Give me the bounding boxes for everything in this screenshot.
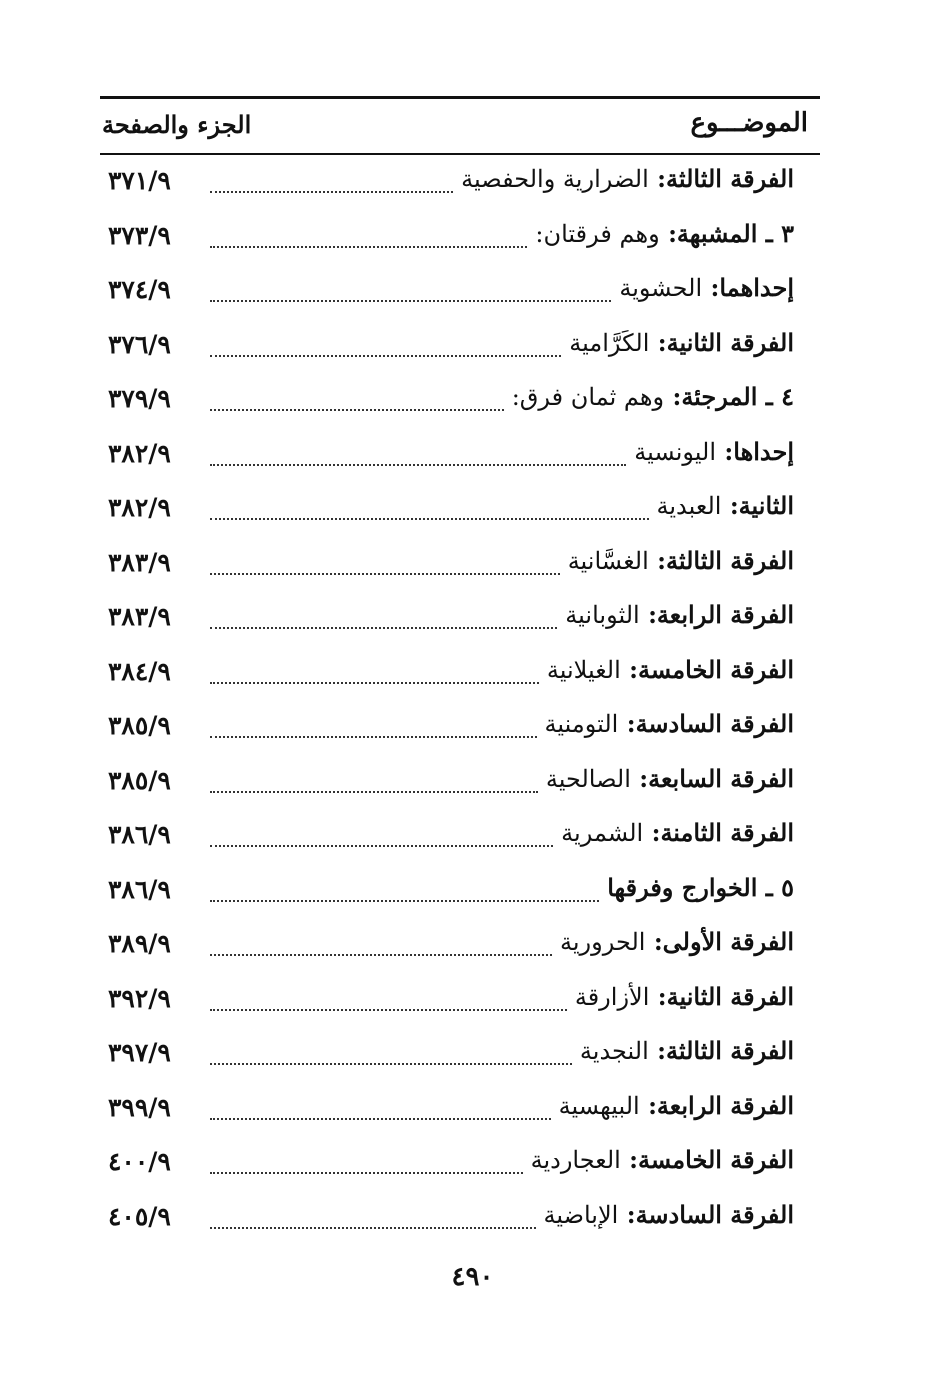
entry-subtitle: النجدية [579, 1037, 649, 1065]
entry-heading: الفرقة الثالثة: [657, 1036, 794, 1065]
entry-subtitle: الشمرية [561, 819, 644, 847]
contents-entry [100, 1087, 820, 1135]
entry-title [568, 546, 794, 575]
entry-volume-page: ٣٨٩/٩ [108, 929, 171, 958]
entry-title [545, 709, 794, 738]
entry-title [544, 1200, 795, 1229]
dot-leader [210, 409, 504, 411]
entry-volume-page: ٣٩٢/٩ [108, 983, 171, 1013]
entry-volume-page: ٣٧١/٩ [108, 166, 171, 195]
contents-entry [100, 596, 820, 644]
contents-entry [100, 487, 820, 535]
volume-page-column-heading: الجزء والصفحة [102, 110, 252, 139]
entry-volume-page: ٣٨٢/٩ [108, 493, 171, 522]
entry-heading: إحداهما: [710, 273, 794, 302]
dot-leader [210, 845, 553, 847]
entry-volume-page: ٣٨٣/٩ [108, 547, 171, 577]
entry-heading: الفرقة الرابعة: [648, 600, 794, 629]
entry-title [561, 818, 794, 847]
dot-leader [210, 791, 538, 793]
dot-leader [210, 464, 626, 466]
entry-title [657, 491, 795, 520]
dot-leader [210, 682, 539, 684]
entry-title [575, 982, 794, 1011]
entry-heading: ٤ ـ المرجئة: [672, 382, 794, 411]
entry-volume-page: ٣٨٥/٩ [108, 711, 171, 740]
entry-title [535, 219, 794, 248]
entry-subtitle: التومنية [544, 710, 619, 738]
entry-volume-page: ٣٨٦/٩ [108, 874, 171, 904]
dot-leader [210, 1172, 523, 1174]
entry-volume-page: ٣٧٩/٩ [108, 384, 171, 413]
entry-title [559, 1091, 794, 1120]
entry-title [580, 1036, 794, 1065]
contents-entry [100, 651, 820, 699]
contents-entry [100, 433, 820, 481]
entry-volume-page: ٣٧٦/٩ [108, 329, 171, 359]
entry-title [560, 927, 794, 956]
dot-leader [210, 900, 599, 902]
dot-leader [210, 573, 560, 575]
contents-entry [100, 814, 820, 862]
entry-volume-page: ٣٩٩/٩ [108, 1092, 171, 1122]
entry-volume-page: ٣٧٤/٩ [108, 275, 171, 304]
entry-subtitle: الكَرَّامية [569, 328, 650, 357]
entry-title [634, 437, 794, 466]
entry-heading: الفرقة الخامسة: [629, 1145, 794, 1174]
dot-leader [210, 736, 537, 738]
contents-entry [100, 869, 820, 917]
entry-volume-page: ٣٨٦/٩ [108, 820, 171, 849]
page-number: ٤٩٠ [451, 1262, 494, 1292]
contents-entry [100, 760, 820, 808]
entry-title [546, 764, 794, 793]
entry-heading: الفرقة الثانية: [657, 981, 794, 1011]
header-bottom-rule [100, 153, 820, 155]
entry-subtitle: العبدية [656, 492, 722, 520]
entry-subtitle: الحرورية [560, 928, 646, 956]
entry-heading: الفرقة الثانية: [657, 327, 794, 357]
entry-subtitle: الصالحية [545, 764, 631, 793]
dot-leader [210, 954, 552, 956]
entry-heading: الفرقة الثالثة: [657, 164, 794, 193]
entry-subtitle: وهم فرقتان: [535, 219, 660, 248]
dot-leader [210, 1227, 536, 1229]
dot-leader [210, 1009, 567, 1011]
entry-title [569, 328, 794, 357]
entry-subtitle: البيهسية [558, 1091, 640, 1120]
contents-entry [100, 978, 820, 1026]
contents-entry [100, 1141, 820, 1189]
entry-volume-page: ٤٠٥/٩ [108, 1201, 171, 1231]
contents-entry [100, 1032, 820, 1080]
entry-heading: الفرقة الثامنة: [651, 818, 794, 847]
contents-entry [100, 705, 820, 753]
entry-subtitle: وهم ثمان فرق: [511, 383, 665, 411]
contents-entry [100, 160, 820, 208]
entry-subtitle: الثوبانية [565, 601, 640, 629]
contents-entry [100, 378, 820, 426]
contents-entry [100, 269, 820, 317]
dot-leader [210, 1063, 572, 1065]
entry-title [607, 873, 794, 902]
header-top-rule [100, 96, 820, 99]
entry-subtitle: الضرارية والحفصية [461, 165, 649, 193]
contents-entry [100, 542, 820, 590]
entry-title [619, 273, 794, 302]
dot-leader [210, 191, 453, 193]
entry-heading: الفرقة الأولى: [653, 927, 794, 956]
entry-heading: ٣ ـ المشبهة: [668, 218, 794, 248]
entry-volume-page: ٣٧٣/٩ [108, 220, 171, 250]
entry-volume-page: ٣٨٥/٩ [108, 765, 171, 795]
entry-volume-page: ٣٨٢/٩ [108, 438, 171, 468]
contents-entry [100, 215, 820, 263]
contents-entry [100, 324, 820, 372]
dot-leader [210, 518, 649, 520]
dot-leader [210, 246, 527, 248]
topic-column-heading: الموضـــوع [690, 108, 808, 138]
entry-heading: إحداها: [724, 436, 794, 466]
entry-heading: الفرقة الخامسة: [629, 654, 794, 684]
entry-title [512, 382, 794, 411]
entry-title [565, 600, 794, 629]
entry-heading: الفرقة السادسة: [626, 1199, 794, 1229]
entry-title [461, 164, 794, 193]
entry-subtitle: اليونسية [634, 437, 717, 466]
entry-title [547, 655, 794, 684]
entry-heading: الفرقة الرابعة: [648, 1090, 794, 1120]
entry-subtitle: العجاردية [530, 1146, 621, 1174]
entry-subtitle: الحشوية [619, 274, 703, 302]
entry-volume-page: ٤٠٠/٩ [108, 1147, 171, 1176]
entry-heading: الفرقة الثالثة: [657, 545, 794, 575]
table-header [100, 104, 820, 150]
entry-heading: الفرقة السادسة: [626, 709, 794, 738]
entry-subtitle: الإباضية [543, 1200, 619, 1229]
entry-volume-page: ٣٩٧/٩ [108, 1038, 171, 1067]
entry-heading: ٥ ـ الخوارج وفرقها [607, 872, 794, 902]
entry-subtitle: الغسَّانية [567, 546, 649, 575]
entry-volume-page: ٣٨٣/٩ [108, 602, 171, 631]
contents-entry [100, 923, 820, 971]
entry-subtitle: الأزارقة [574, 982, 650, 1011]
contents-entry [100, 1196, 820, 1244]
entry-subtitle: الغيلانية [546, 655, 621, 684]
dot-leader [210, 300, 611, 302]
dot-leader [210, 355, 561, 357]
dot-leader [210, 1118, 551, 1120]
entry-title [531, 1145, 794, 1174]
entry-heading: الثانية: [729, 491, 794, 520]
entry-heading: الفرقة السابعة: [639, 763, 794, 793]
dot-leader [210, 627, 557, 629]
entry-volume-page: ٣٨٤/٩ [108, 656, 171, 686]
